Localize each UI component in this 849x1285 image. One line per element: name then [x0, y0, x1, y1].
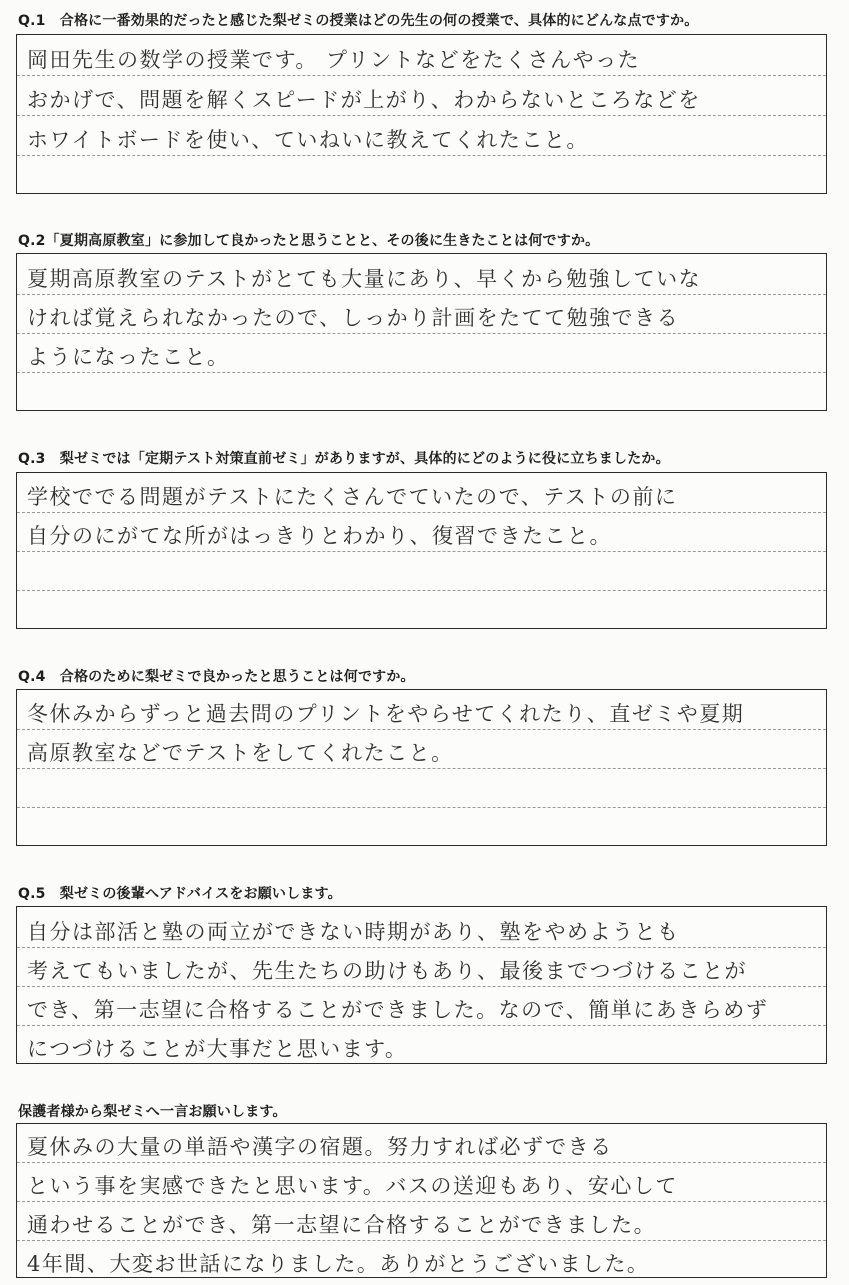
- answer-rule: [17, 729, 826, 730]
- answer-rule: [17, 333, 826, 334]
- question-5-answer-box: [16, 906, 827, 1064]
- answer-line: 岡田先生の数学の授業です。 プリントなどをたくさんやった: [27, 48, 641, 72]
- answer-rule: [17, 512, 826, 513]
- answer-line: につづけることが大事だと思います。: [27, 1037, 408, 1061]
- answer-line: ホワイトボードを使い、ていねいに教えてくれたこと。: [27, 128, 589, 152]
- answer-rule: [17, 115, 826, 116]
- parent-comment-title: 保護者様から梨ゼミへ一言お願いします。: [18, 1104, 287, 1120]
- answer-rule: [17, 590, 826, 591]
- question-1-answer-box: [16, 34, 827, 194]
- answer-rule: [17, 1240, 826, 1241]
- parent-comment-answer-box: [16, 1123, 827, 1278]
- question-4-title: Q.4 合格のために梨ゼミで良かったと思うことは何ですか。: [18, 669, 415, 685]
- answer-line: 通わせることができ、第一志望に合格することができました。: [27, 1213, 657, 1237]
- question-2-answer-box: [16, 253, 827, 411]
- answer-line: 4年間、大変お世話になりました。ありがとうございました。: [27, 1252, 650, 1276]
- answer-line: という事を実感できたと思います。バスの送迎もあり、安心して: [27, 1174, 678, 1198]
- answer-rule: [17, 768, 826, 769]
- answer-line: 学校ででる問題がテストにたくさんでていたので、テストの前に: [27, 485, 678, 509]
- answer-rule: [17, 1162, 826, 1163]
- answer-rule: [17, 1201, 826, 1202]
- question-3-title: Q.3 梨ゼミでは「定期テスト対策直前ゼミ」がありますが、具体的にどのように役に立ちましたか。: [18, 451, 670, 467]
- question-1-title: Q.1 合格に一番効果的だったと感じた梨ゼミの授業はどの先生の何の授業で、具体的にどんな点ですか。: [18, 13, 699, 29]
- answer-line: 夏期高原教室のテストがとても大量にあり、早くから勉強していな: [27, 267, 702, 291]
- answer-rule: [17, 75, 826, 76]
- question-3-answer-box: [16, 472, 827, 629]
- answer-line: でき、第一志望に合格することができました。なので、簡単にあきらめず: [27, 998, 769, 1022]
- answer-line: 高原教室などでテストをしてくれたこと。: [27, 741, 454, 765]
- answer-line: ようになったこと。: [27, 345, 230, 369]
- answer-rule: [17, 807, 826, 808]
- answer-rule: [17, 947, 826, 948]
- question-4-answer-box: [16, 689, 827, 846]
- answer-rule: [17, 1025, 826, 1026]
- answer-line: 夏休みの大量の単語や漢字の宿題。努力すれば必ずできる: [27, 1135, 613, 1159]
- answer-rule: [17, 294, 826, 295]
- answer-rule: [17, 372, 826, 373]
- answer-line: ければ覚えられなかったので、しっかり計画をたてて勉強できる: [27, 306, 680, 330]
- answer-line: 冬休みからずっと過去問のプリントをやらせてくれたり、直ゼミや夏期: [27, 702, 745, 726]
- answer-line: おかげで、問題を解くスピードが上がり、わからないところなどを: [27, 88, 701, 112]
- answer-line: 自分のにがてな所がはっきりとわかり、復習できたこと。: [27, 524, 612, 548]
- question-5-title: Q.5 梨ゼミの後輩へアドバイスをお願いします。: [18, 886, 342, 902]
- answer-line: 自分は部活と塾の両立ができない時期があり、塾をやめようとも: [27, 920, 680, 944]
- answer-rule: [17, 155, 826, 156]
- answer-line: 考えてもいましたが、先生たちの助けもあり、最後までつづけることが: [27, 959, 747, 983]
- question-2-title: Q.2「夏期高原教室」に参加して良かったと思うことと、その後に生きたことは何ですか。: [18, 233, 600, 249]
- answer-rule: [17, 551, 826, 552]
- answer-rule: [17, 986, 826, 987]
